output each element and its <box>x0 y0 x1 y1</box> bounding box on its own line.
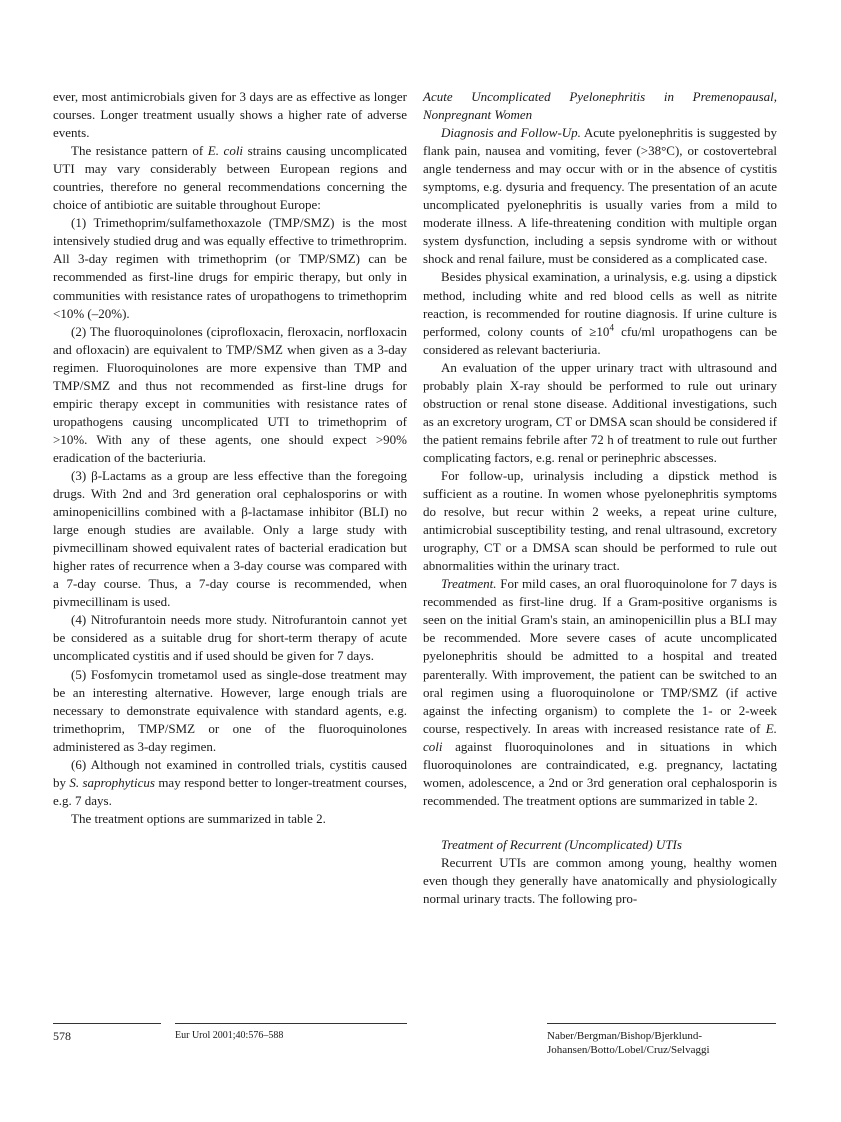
left-column <box>53 88 407 828</box>
footer-rule-right <box>547 1023 776 1024</box>
section-heading: Treatment of Recurrent (Uncomplicated) UTIs <box>441 836 682 852</box>
paragraph: Recurrent UTIs are common among young, healthy women even though they generally have anatomically and physiologically normal urinary tracts. The following pro- <box>423 854 777 907</box>
paragraph: (6) Although not examined in controlled trials, cystitis caused by S. saprophyticus may respond better to longer-treatment courses, e.g. 7 days. <box>53 756 407 808</box>
subsection-heading: Treatment. <box>441 576 497 592</box>
footer-rule-left <box>53 1023 161 1024</box>
paragraph: For follow-up, urinalysis including a dipstick method is sufficient as a routine. In women whose pyelonephritis symptoms do resolve, but recur within 2 weeks, a repeat urine culture, antimicrobial susceptibility testing, and renal ultrasound, excretory urography, CT or a DMSA scan should be performed to rule out abnormalities within the urinary tract. <box>423 467 777 574</box>
subsection-heading: Diagnosis and Follow-Up. <box>441 125 581 141</box>
paragraph: (2) The fluoroquinolones (ciprofloxacin, fleroxacin, norfloxacin and ofloxacin) are equivalent to TMP/SMZ when given as a 3-day regimen. Fluoroquinolones are more expensive than TMP and TMP/SMZ and thus not recommended as first-line drugs for empiric therapy except in communities with resistance rates of uropathogens causing uncomplicated UTI to trimethoprim of >10%. With any of these agents, one should expect >90% eradication of the bacteriuria. <box>53 323 407 465</box>
author-list: Naber/Bergman/Bishop/Bjerklund- Johansen/Botto/Lobel/Cruz/Selvaggi <box>547 1030 710 1056</box>
paragraph: Besides physical examination, a urinalysis, e.g. using a dipstick method, including white and red blood cells as well as nitrite reaction, is recommended for routine diagnosis. If urine culture is performed, colony counts of $\ge 10^4$ cfu/ml uropathogens can be considered as relevant bacteriuria. <box>423 269 777 357</box>
paragraph: The resistance pattern of E. coli strains causing uncomplicated UTI may vary considerably between European regions and countries, therefore no general recommendations concerning the choice of antibiotic are suitable throughout Europe: <box>53 143 408 213</box>
paragraph: (1) Trimethoprim/sulfamethoxazole (TMP/SMZ) is the most intensively studied drug and was equally effective to trimethroprim. All 3-day regimen with trimethoprim (or TMP/SMZ) can be recommended as first-line drugs for empiric therapy, but only in communities with resistance rates of uropathogens to trimethoprim <10% (–20%). <box>53 215 407 321</box>
paragraph: (3) β-Lactams as a group are less effective than the foregoing drugs. With 2nd and 3rd generation oral cephalosporins or with aminopenicillins combined with a β-lactamase inhibitor (BLI) no large enough studies are available. Only a large study with pivmecillinam showed equivalent rates of bacterial eradication but higher rates of recurrence when a 3-day course was compared with a 7-day course. Thus, a 7-day course is recommended, when pivmecillinam is used. <box>53 467 407 610</box>
page-number: 578 <box>53 1029 71 1043</box>
paragraph: The treatment options are summarized in table 2. <box>71 810 326 826</box>
paragraph: (5) Fosfomycin trometamol used as single-dose treatment may be an interesting alternative. However, large enough trials are necessary to demonstrate equivalence with standard agents, e.g. trimethoprim, TMP/SMZ or one of the fluoroquinolones administered as 3-day regimen. <box>53 666 407 754</box>
paragraph: (4) Nitrofurantoin needs more study. Nitrofurantoin cannot yet be considered as a suitable drug for short-term therapy of acute uncomplicated cystitis and if used should be given for 7 days. <box>53 612 407 664</box>
paragraph: An evaluation of the upper urinary tract with ultrasound and probably plain X-ray should be performed to rule out urinary obstruction or renal stone disease. Additional investigations, such as an excretory urogram, CT or DMSA scan should be considered if the patient remains febrile after 72 h of treatment to rule out further complicating factors, e.g. renal or perinephric abscesses. <box>423 359 777 465</box>
section-heading: Acute Uncomplicated Pyelonephritis in Premenopausal, Nonpregnant Women <box>423 89 777 123</box>
paragraph: Treatment. For mild cases, an oral fluoroquinolone for 7 days is recommended as first-line drug. If a Gram-positive organisms is seen on the initial Gram's stain, an aminopenicillin plus a BLI may be recommended. More severe cases of acute uncomplicated pyelonephritis should be admitted to a hospital and treated parenterally. With improvement, the patient can be switched to an oral regimen using a fluoroquinolone or TMP/SMZ (if active against the infecting organism) to complete the 1- or 2-week course, respectively. In areas with increased resistance rate of E. coli against fluoroquinolones and in situations in which fluoroquinolones are contraindicated, e.g. pregnancy, lactating women, adolescence, a 2nd or 3rd generation oral cephalosporin is recommended. The treatment options are summarized in table 2. <box>423 576 777 808</box>
right-column <box>423 88 777 908</box>
paragraph: Diagnosis and Follow-Up. Acute pyelonephritis is suggested by flank pain, nausea and vomiting, fever (>38°C), or costovertebral angle tenderness and may occur with or in the absence of cystitis symptoms, e.g. dysuria and frequency. The presentation of an acute uncomplicated pyelonephritis is usually varies from a mild to moderate illness. A life-threatening condition with multiple organ system dysfunction, including a sepsis syndrome with or without shock and renal failure, must be considered as a complicated case. <box>423 125 777 267</box>
footer-rule-middle <box>175 1023 407 1024</box>
paragraph: ever, most antimicrobials given for 3 days are as effective as longer courses. Longer treatment usually shows a higher rate of adverse events. <box>53 89 407 141</box>
citation: Eur Urol 2001;40:576–588 <box>175 1030 284 1041</box>
